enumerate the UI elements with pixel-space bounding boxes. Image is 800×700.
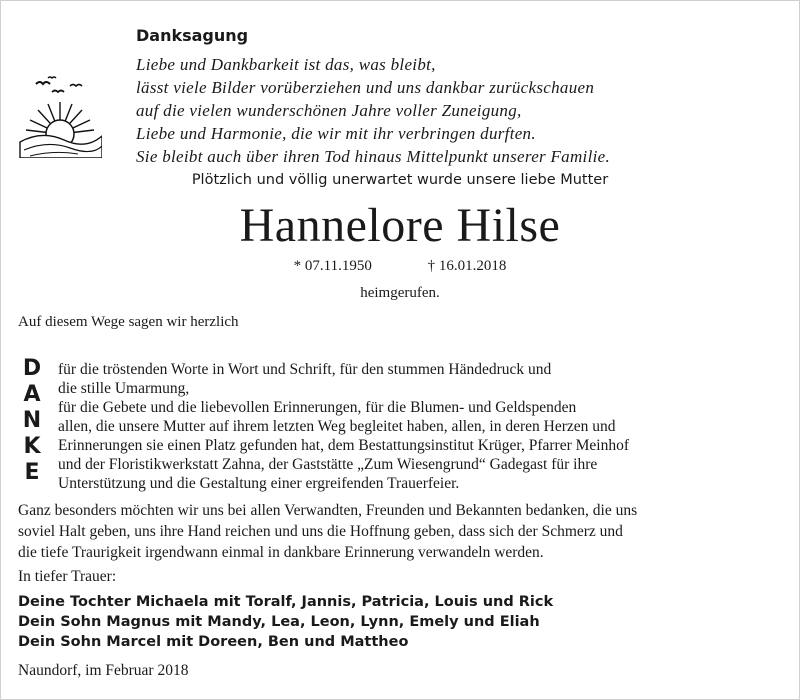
thanks-line: für die tröstenden Worte in Wort und Schrift, für den stummen Händedruck und	[58, 361, 552, 378]
thanks-line: für die Gebete und die liebevollen Erinnerungen, für die Blumen- und Geldspenden	[58, 399, 577, 416]
poem-line: auf die vielen wunderschönen Jahre voller Zuneigung,	[136, 101, 522, 120]
salute-text: Auf diesem Wege sagen wir herzlich	[18, 314, 239, 330]
mourners-list	[18, 592, 553, 652]
returned-text: heimgerufen.	[360, 285, 440, 301]
poem-line: Liebe und Harmonie, die wir mit ihr verbringen durften.	[136, 124, 536, 143]
place-date: Naundorf, im Februar 2018	[18, 662, 189, 679]
danke-vertical	[20, 356, 44, 486]
mourner-line: Deine Tochter Michaela mit Toralf, Jannis, Patricia, Louis und Rick	[18, 594, 554, 610]
closing-line: Ganz besonders möchten wir uns bei allen Verwandten, Freunden und Bekannten bedanken, die uns	[18, 502, 638, 519]
notice-title: Danksagung	[136, 26, 249, 45]
poem-line: Liebe und Dankbarkeit ist das, was bleibt,	[136, 55, 436, 74]
poem-line: Sie bleibt auch über ihren Tod hinaus Mittelpunkt unserer Familie.	[136, 147, 611, 166]
poem-line: lässt viele Bilder vorüberziehen und uns dankbar zurückschauen	[136, 78, 595, 97]
danke-letter: D	[22, 356, 42, 381]
danke-letter: A	[23, 382, 41, 407]
death-date: † 16.01.2018	[427, 258, 507, 274]
deceased-name: Hannelore Hilse	[239, 199, 561, 252]
life-dates	[0, 258, 800, 275]
mourner-line: Dein Sohn Magnus mit Mandy, Lea, Leon, Lynn, Emely und Eliah	[18, 614, 540, 630]
closing-paragraph	[18, 500, 788, 563]
thanks-line: Erinnerungen sie einen Platz gefunden hat, dem Bestattungsinstitut Krüger, Pfarrer Meinhof	[58, 437, 630, 454]
birth-date: * 07.11.1950	[293, 258, 372, 274]
thanks-line: Unterstützung und die Gestaltung einer ergreifenden Trauerfeier.	[58, 475, 460, 492]
thanks-line: die stille Umarmung,	[58, 380, 190, 397]
closing-line: soviel Halt geben, uns ihre Hand reichen und uns die Hoffnung geben, dass sich der Schmerz und	[18, 523, 623, 540]
thanks-line: und der Floristikwerkstatt Zahna, der Gaststätte „Zum Wiesengrund“ Gadegast für ihre	[58, 456, 598, 473]
thanks-paragraph	[58, 360, 788, 493]
sunset-birds-icon	[18, 72, 102, 158]
closing-line: die tiefe Traurigkeit irgendwann einmal in dankbare Erinnerung verwandeln werden.	[18, 544, 544, 561]
danke-letter: N	[22, 408, 42, 433]
mourner-line: Dein Sohn Marcel mit Doreen, Ben und Mattheo	[18, 634, 409, 650]
poem	[136, 53, 756, 168]
mourning-label: In tiefer Trauer:	[18, 568, 117, 585]
thanks-line: allen, die unsere Mutter auf ihrem letzten Weg begleitet haben, allen, in deren Herzen und	[58, 418, 616, 435]
danke-letter: K	[23, 434, 41, 459]
danke-letter: E	[24, 460, 40, 485]
intro-text: Plötzlich und völlig unerwartet wurde unsere liebe Mutter	[191, 172, 609, 188]
